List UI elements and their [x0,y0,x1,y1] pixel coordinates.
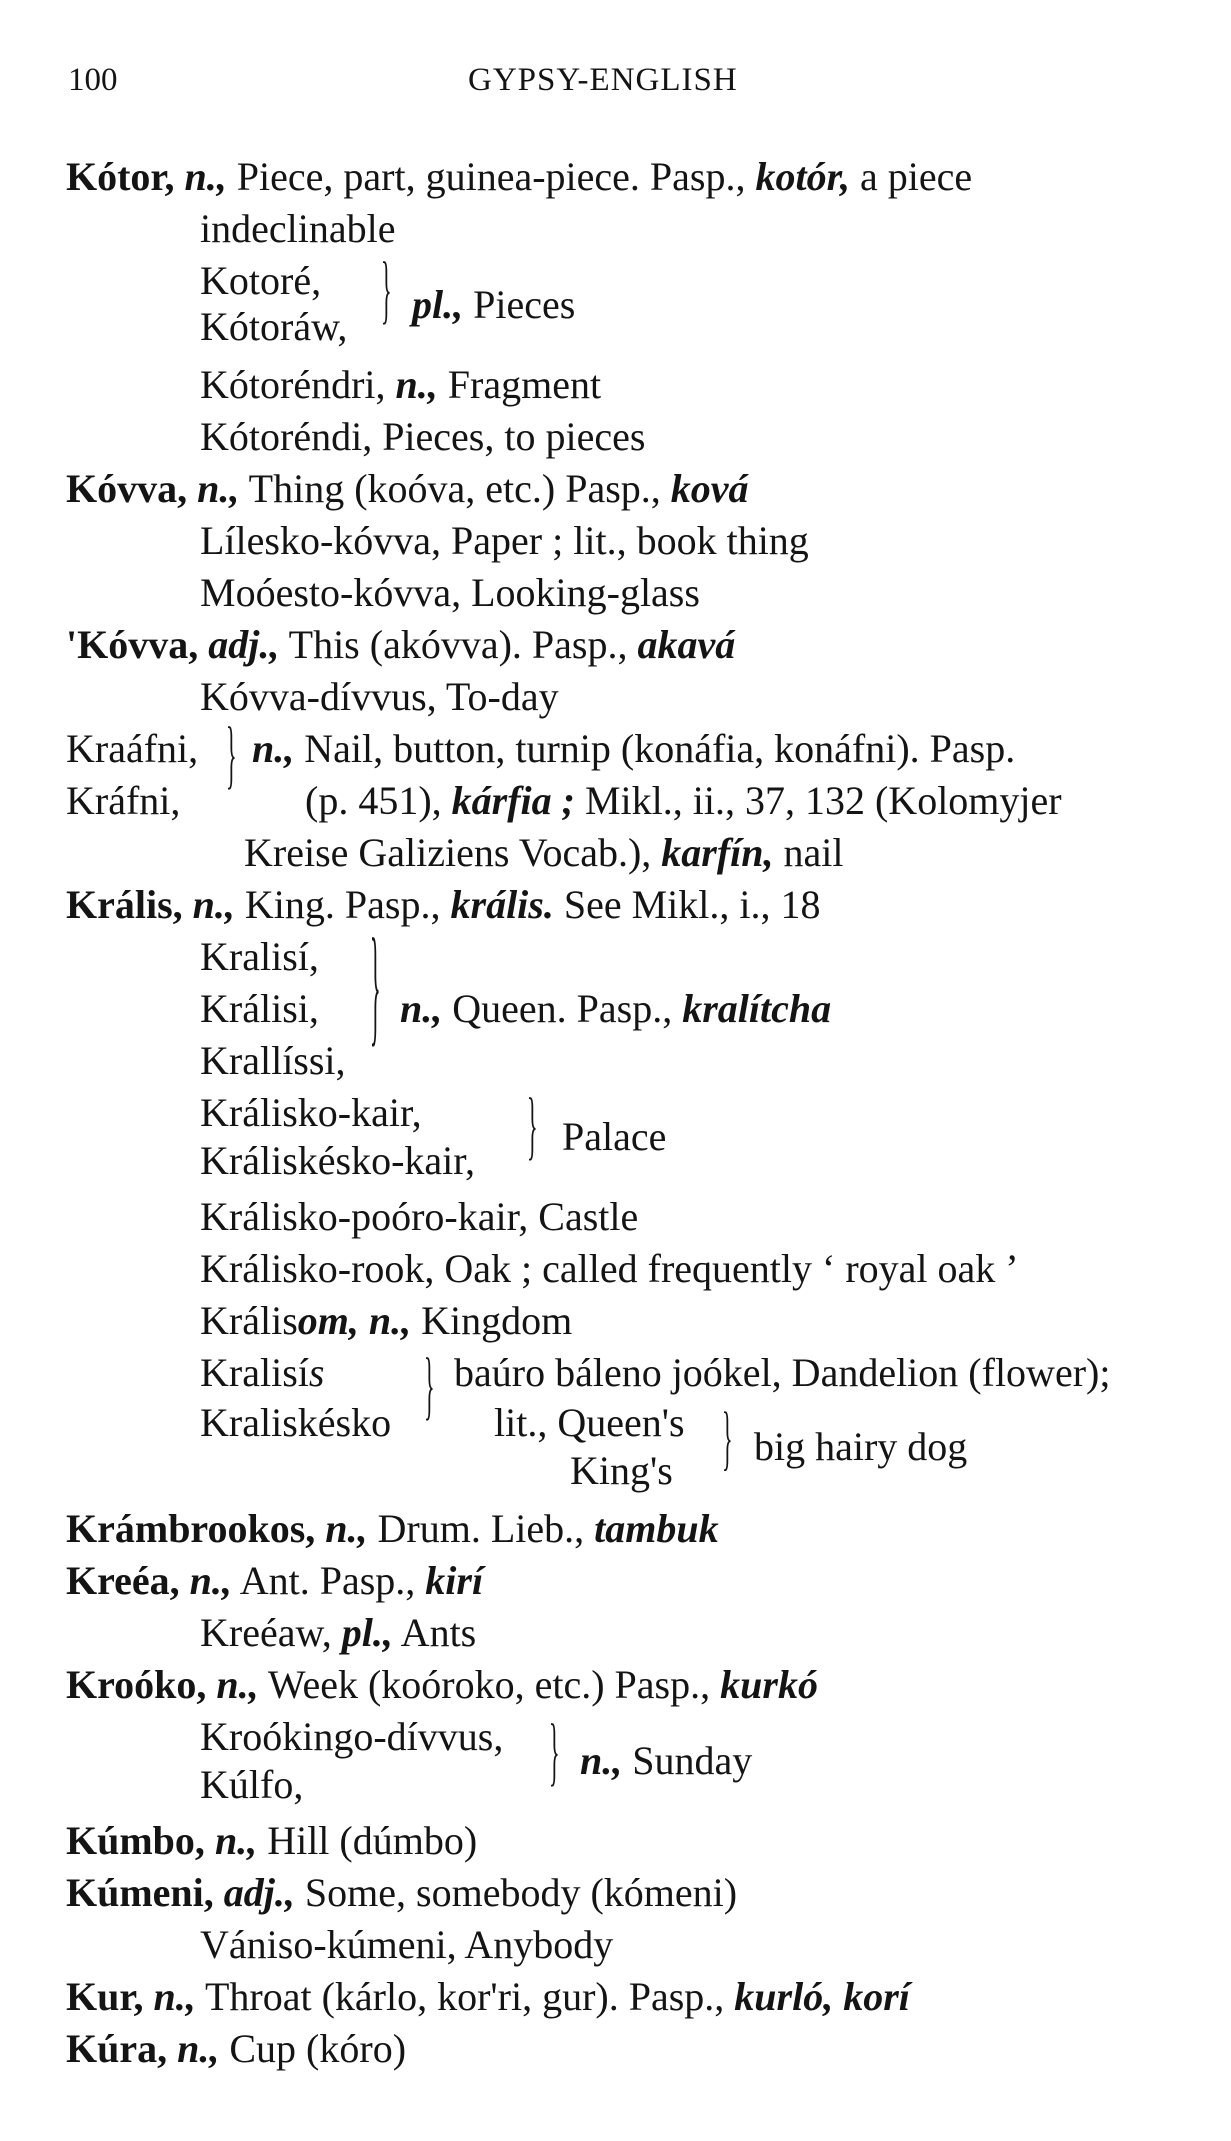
sub-mooesto-kovva: Moóesto-kóvva, Looking-glass [200,570,700,615]
form-kulfo: Kúlfo, [200,1762,304,1807]
sub-kotorendi: Kótoréndi, Pieces, to pieces [200,414,646,459]
form-kralisi-2: Králisi, [200,986,319,1031]
sub-kingdom: Králisom, n., Kingdom [200,1298,573,1343]
big-hairy-dog: big hairy dog [754,1424,968,1469]
entry-kovva-adj: 'Kóvva, adj., This (akóvva). Pasp., akavá [66,622,736,667]
entry-kur: Kur, n., Throat (kárlo, kor'ri, gur). Pasp., kurló, korí [66,1974,910,2019]
sunday-def: n., Sunday [580,1738,753,1783]
entry-krafni: Kráfni, [66,778,181,823]
form-kralisi-1: Kralisí, [200,934,319,979]
form-kralisis: Kralisís [200,1350,325,1395]
kraafni-def: n., Nail, button, turnip (konáfia, konáfni). Pasp. [252,726,1016,771]
form-krallissi: Krallíssi, [200,1038,346,1083]
sub-lilesko-kovva: Lílesko-kóvva, Paper ; lit., book thing [200,518,809,563]
palace-def: Palace [562,1114,667,1159]
entry-kraafni: Kraáfni, [66,726,199,771]
entry-kreea: Kreéa, n., Ant. Pasp., kirí [66,1558,484,1603]
form-kraliskesko-kair: Králiskésko-kair, [200,1138,475,1183]
brace-kotor-plural: } [381,246,392,332]
brace-hairy-dog: } [722,1396,733,1478]
sub-kovva-divvus: Kóvva-dívvus, To-day [200,674,559,719]
entry-kura: Kúra, n., Cup (kóro) [66,2026,407,2071]
entry-kotor-continuation: indeclinable [200,206,396,251]
form-krookingo-divvus: Kroókingo-dívvus, [200,1714,504,1759]
entry-krambrookos: Krámbrookos, n., Drum. Lieb., tambuk [66,1506,719,1551]
dandelion-lit: lit., Queen's [494,1400,685,1445]
dandelion-def: baúro báleno joókel, Dandelion (flower); [454,1350,1111,1395]
sub-castle: Králisko-poóro-kair, Castle [200,1194,639,1239]
queen-def: n., Queen. Pasp., kralítcha [400,986,832,1031]
entry-kumeni: Kúmeni, adj., Some, somebody (kómeni) [66,1870,738,1915]
kotor-plural-def: pl., Pieces [412,282,576,327]
form-kotore: Kotoré, [200,258,322,303]
running-title: GYPSY-ENGLISH [468,62,738,98]
entry-kovva: Kóvva, n., Thing (koóva, etc.) Pasp., ková [66,466,749,511]
brace-queen: } [370,910,381,1059]
sub-vaniso-kumeni: Vániso-kúmeni, Anybody [200,1922,614,1967]
kraafni-etymology: (p. 451), kárfia ; Mikl., ii., 37, 132 (Kolomyjer [305,778,1062,823]
brace-palace: } [527,1082,538,1168]
form-kraliskesko: Kraliskésko [200,1400,392,1445]
sub-oak: Králisko-rook, Oak ; called frequently ‘ royal oak ’ [200,1246,1019,1291]
sub-kotorendri: Kótoréndri, n., Fragment [200,362,602,407]
entry-kralis: Krális, n., King. Pasp., krális. See Mikl., i., 18 [66,882,821,927]
page-number: 100 [68,62,118,98]
brace-sunday: } [549,1708,560,1794]
entry-kumbo: Kúmbo, n., Hill (dúmbo) [66,1818,478,1863]
kraafni-continuation: Kreise Galiziens Vocab.), karfín, nail [244,830,844,875]
form-kralisko-kair: Králisko-kair, [200,1090,422,1135]
form-kotoraw: Kótoráw, [200,304,348,349]
sub-kreeaw: Kreéaw, pl., Ants [200,1610,477,1655]
brace-dandelion: } [424,1342,435,1428]
entry-kotor: Kótor, n., Piece, part, guinea-piece. Pasp., kotór, a piece [66,154,973,199]
dandelion-kings: King's [570,1448,673,1493]
entry-krooko: Kroóko, n., Week (koóroko, etc.) Pasp., kurkó [66,1662,818,1707]
brace-kraafni: } [226,711,237,797]
